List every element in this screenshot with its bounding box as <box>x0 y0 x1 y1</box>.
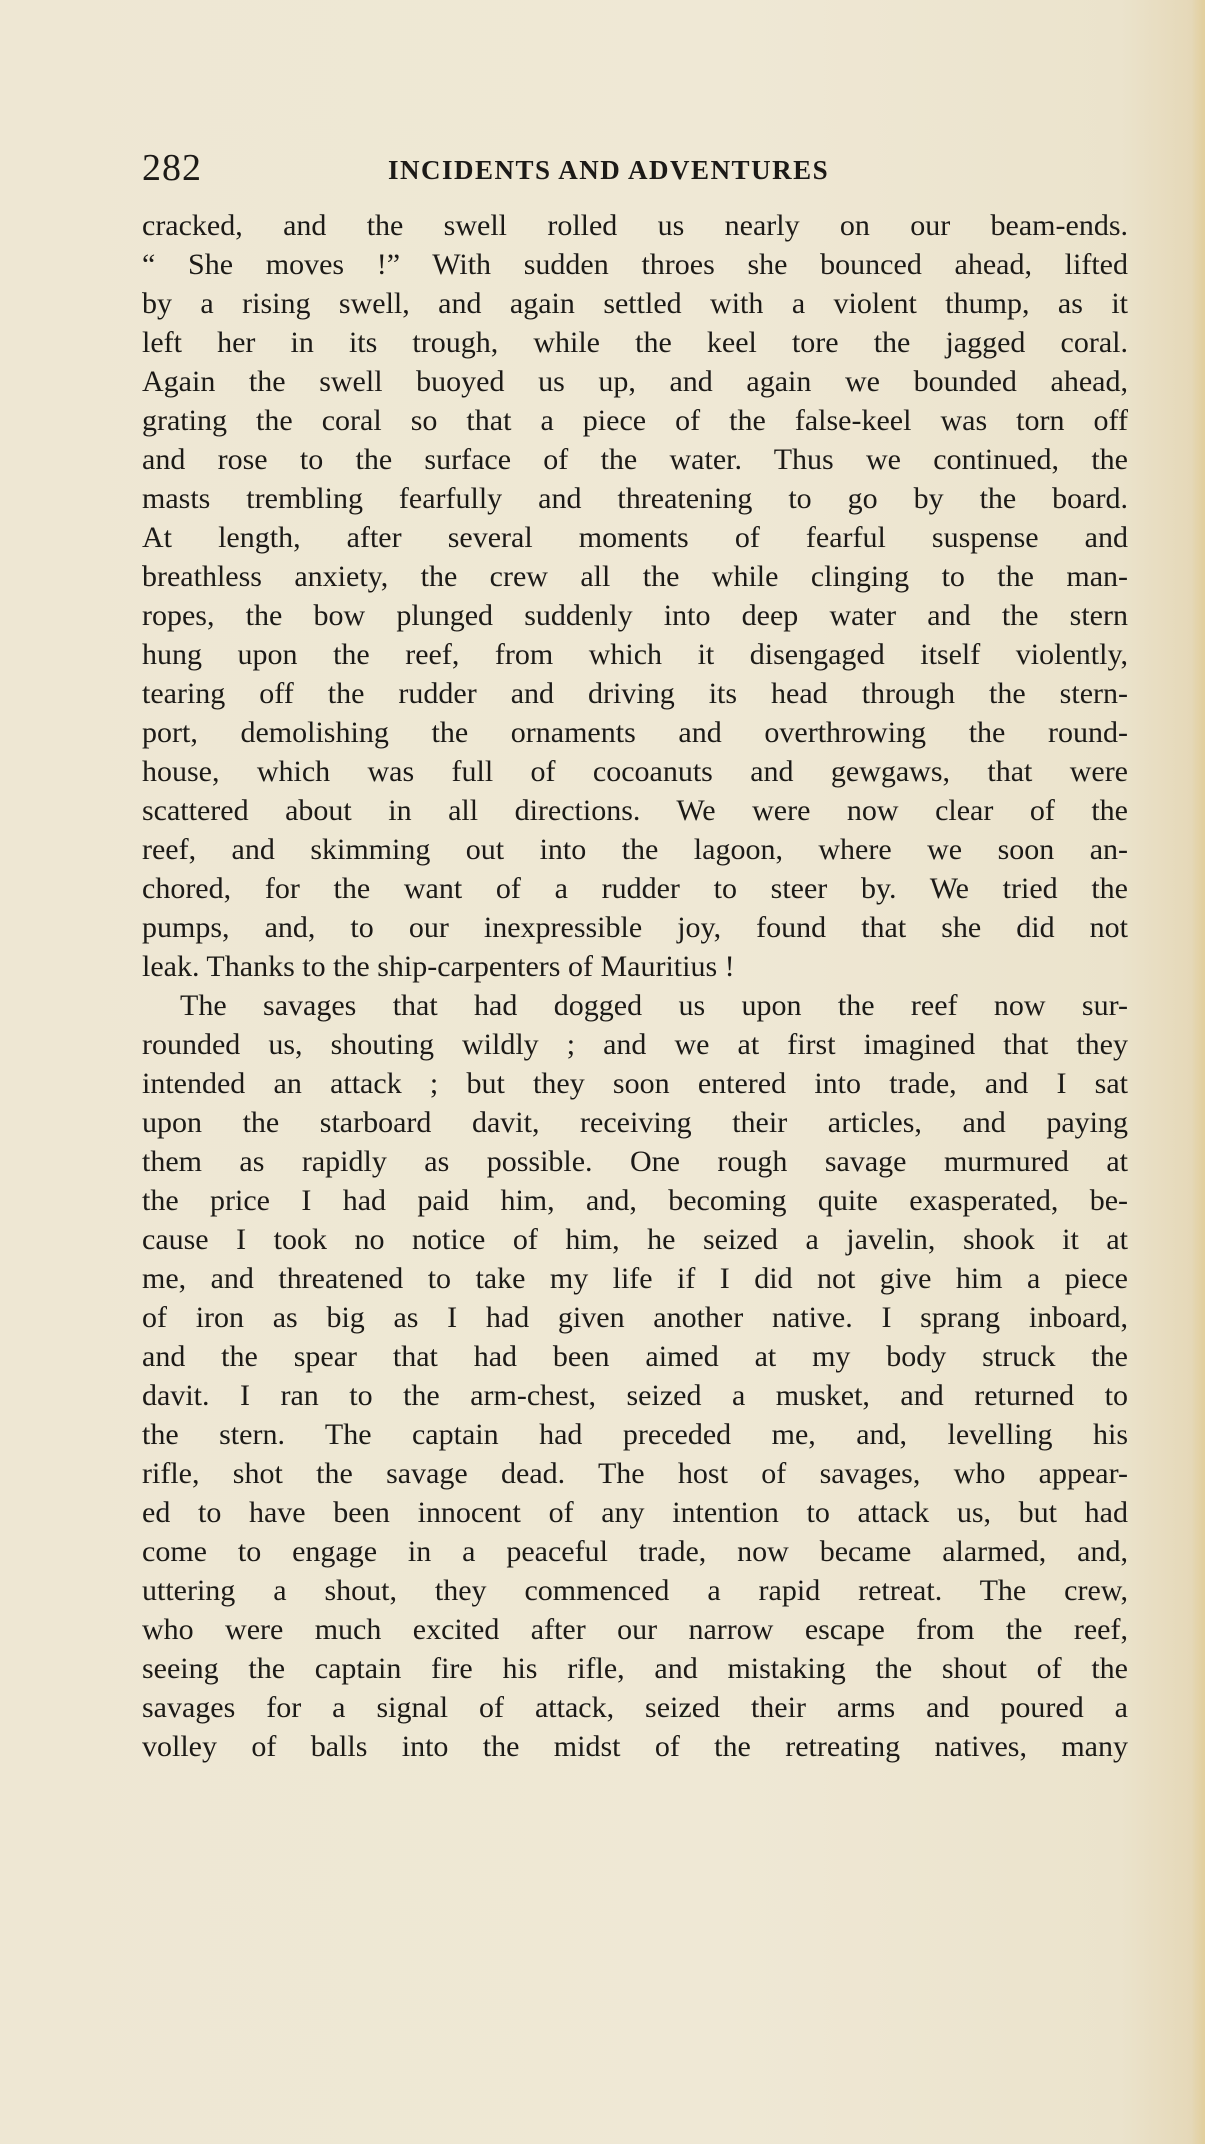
text-line: Again the swell buoyed us up, and again we bounded ahead, <box>142 365 1128 398</box>
running-head-title: INCIDENTS AND ADVENTURES <box>388 155 830 185</box>
text-line: cause I took no notice of him, he seized a javelin, shook it at <box>142 1223 1128 1256</box>
text-line: and the spear that had been aimed at my body struck the <box>142 1340 1128 1373</box>
text-line: ropes, the bow plunged suddenly into deep water and the stern <box>142 599 1128 632</box>
text-line: me, and threatened to take my life if I did not give him a piece <box>142 1262 1128 1295</box>
page-number: 282 <box>142 147 202 189</box>
text-line: upon the starboard davit, receiving their articles, and paying <box>142 1106 1128 1139</box>
text-line: hung upon the reef, from which it disengaged itself violently, <box>142 638 1128 671</box>
text-line: “ She moves !” With sudden throes she bounced ahead, lifted <box>142 248 1128 281</box>
text-line: pumps, and, to our inexpressible joy, found that she did not <box>142 911 1128 944</box>
text-line: them as rapidly as possible. One rough savage murmured at <box>142 1145 1128 1178</box>
text-line: come to engage in a peaceful trade, now became alarmed, and, <box>142 1535 1128 1568</box>
text-line: grating the coral so that a piece of the false-keel was torn off <box>142 404 1128 437</box>
text-line: tearing off the rudder and driving its head through the stern- <box>142 677 1128 710</box>
text-line: leak. Thanks to the ship-carpenters of Mauritius ! <box>142 950 735 983</box>
text-line: left her in its trough, while the keel tore the jagged coral. <box>142 326 1128 359</box>
text-line: of iron as big as I had given another native. I sprang inboard, <box>142 1301 1128 1334</box>
text-line: davit. I ran to the arm-chest, seized a musket, and returned to <box>142 1379 1128 1412</box>
text-line: seeing the captain fire his rifle, and mistaking the shout of the <box>142 1652 1128 1685</box>
page-edge-shading <box>1191 0 1205 2144</box>
text-line: intended an attack ; but they soon entered into trade, and I sat <box>142 1067 1128 1100</box>
text-line: cracked, and the swell rolled us nearly on our beam-ends. <box>142 209 1128 242</box>
text-line: chored, for the want of a rudder to steer by. We tried the <box>142 872 1128 905</box>
text-line: uttering a shout, they commenced a rapid retreat. The crew, <box>142 1574 1128 1607</box>
text-line: reef, and skimming out into the lagoon, where we soon an- <box>142 833 1128 866</box>
paragraph-1 <box>142 206 1128 986</box>
text-line: The savages that had dogged us upon the reef now sur- <box>180 989 1128 1022</box>
text-line: At length, after several moments of fearful suspense and <box>142 521 1128 554</box>
text-line: ed to have been innocent of any intention to attack us, but had <box>142 1496 1128 1529</box>
running-head <box>142 140 882 192</box>
body-text <box>142 206 1128 1766</box>
text-line: the stern. The captain had preceded me, and, levelling his <box>142 1418 1128 1451</box>
text-line: port, demolishing the ornaments and overthrowing the round- <box>142 716 1128 749</box>
paragraph-2 <box>142 986 1128 1766</box>
text-line: rounded us, shouting wildly ; and we at first imagined that they <box>142 1028 1128 1061</box>
text-line: the price I had paid him, and, becoming quite exasperated, be- <box>142 1184 1128 1217</box>
text-line: breathless anxiety, the crew all the while clinging to the man- <box>142 560 1128 593</box>
text-line: by a rising swell, and again settled with a violent thump, as it <box>142 287 1128 320</box>
text-line: masts trembling fearfully and threatening to go by the board. <box>142 482 1128 515</box>
text-line: who were much excited after our narrow escape from the reef, <box>142 1613 1128 1646</box>
text-line: scattered about in all directions. We were now clear of the <box>142 794 1128 827</box>
text-line: rifle, shot the savage dead. The host of savages, who appear- <box>142 1457 1128 1490</box>
text-line: savages for a signal of attack, seized their arms and poured a <box>142 1691 1128 1724</box>
text-line: volley of balls into the midst of the retreating natives, many <box>142 1730 1128 1763</box>
text-line: house, which was full of cocoanuts and gewgaws, that were <box>142 755 1128 788</box>
text-line: and rose to the surface of the water. Thus we continued, the <box>142 443 1128 476</box>
